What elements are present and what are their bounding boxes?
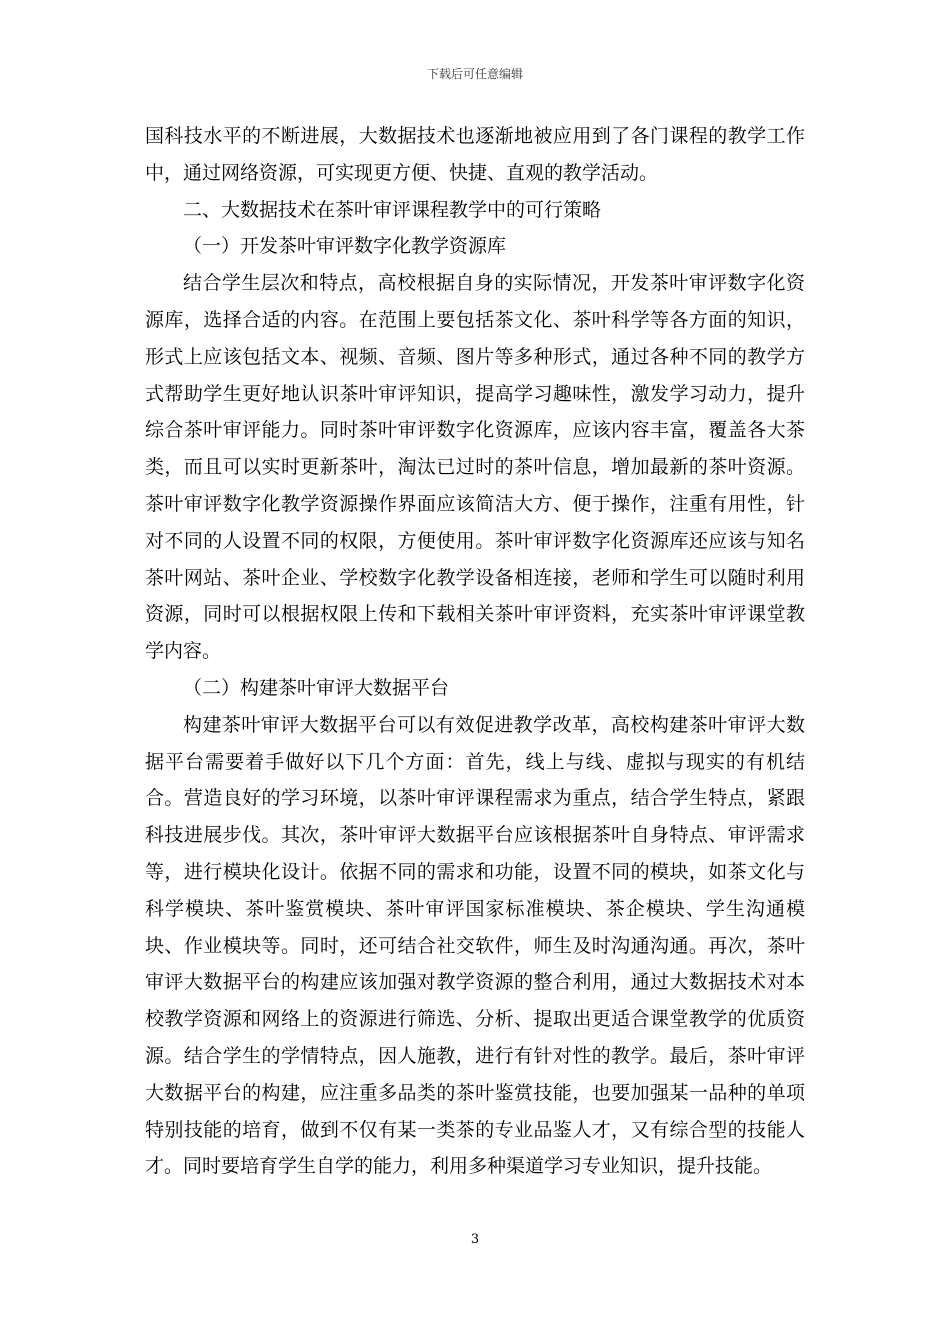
page-header: 下载后可任意编辑 [426,67,523,81]
section-heading: 二、大数据技术在茶叶审评课程教学中的可行策略 [183,198,602,221]
paragraph-2: 构建茶叶审评大数据平台可以有效促进教学改革，高校构建茶叶审评大数据平台需要着手做好以下几个方面：首先，线上与线、虚拟与现实的有机结合。营造良好的学习环境，以茶叶审评课程需求为重点，结合学生特点，紧跟科技进展步伐。其次，茶叶审评大数据平台应该根据茶叶自身特点、审评需求等，进行模块化设计。依据不同的需求和功能，设置不同的模块，如茶文化与科学模块、茶叶鉴赏模块、茶叶审评国家标准模块、茶企模块、学生沟通模块、作业模块等。同时，还可结合社交软件，师生及时沟通沟通。再次，茶叶审评大数据平台的构建应该加强对教学资源的整合利用，通过大数据技术对本校教学资源和网络上的资源进行筛选、分析、提取出更适合课堂教学的优质资源。结合学生的学情特点，因人施教，进行有针对性的教学。最后，茶叶审评大数据平台的构建，应注重多品类的茶叶鉴赏技能，也要加强某一品种的单项特别技能的培育，做到不仅有某一类茶的专业品鉴人才，又有综合型的技能人才。同时要培育学生自学的能力，利用多种渠道学习专业知识，提升技能。 [145,713,805,1178]
document-body [145,118,805,1185]
paragraph-1: 结合学生层次和特点，高校根据自身的实际情况，开发茶叶审评数字化资源库，选择合适的内容。在范围上要包括茶文化、茶叶科学等各方面的知识，形式上应该包括文本、视频、音频、图片等多种形式，通过各种不同的教学方式帮助学生更好地认识茶叶审评知识，提高学习趣味性，激发学习动力，提升综合茶叶审评能力。同时茶叶审评数字化资源库，应该内容丰富，覆盖各大茶类，而且可以实时更新茶叶，淘汰已过时的茶叶信息，增加最新的茶叶资源。茶叶审评数字化教学资源操作界面应该简洁大方、便于操作，注重有用性，针对不同的人设置不同的权限，方便使用。茶叶审评数字化资源库还应该与知名茶叶网站、茶叶企业、学校数字化教学设备相连接，老师和学生可以随时利用资源，同时可以根据权限上传和下载相关茶叶审评资料，充实茶叶审评课堂教学内容。 [145,272,805,663]
page-number: 3 [470,1232,480,1247]
subheading-2: （二）构建茶叶审评大数据平台 [183,676,450,699]
subheading-1: （一）开发茶叶审评数字化教学资源库 [183,235,507,258]
paragraph-continuation: 国科技水平的不断进展，大数据技术也逐渐地被应用到了各门课程的教学工作中，通过网络资源，可实现更方便、快捷、直观的教学活动。 [145,125,805,184]
